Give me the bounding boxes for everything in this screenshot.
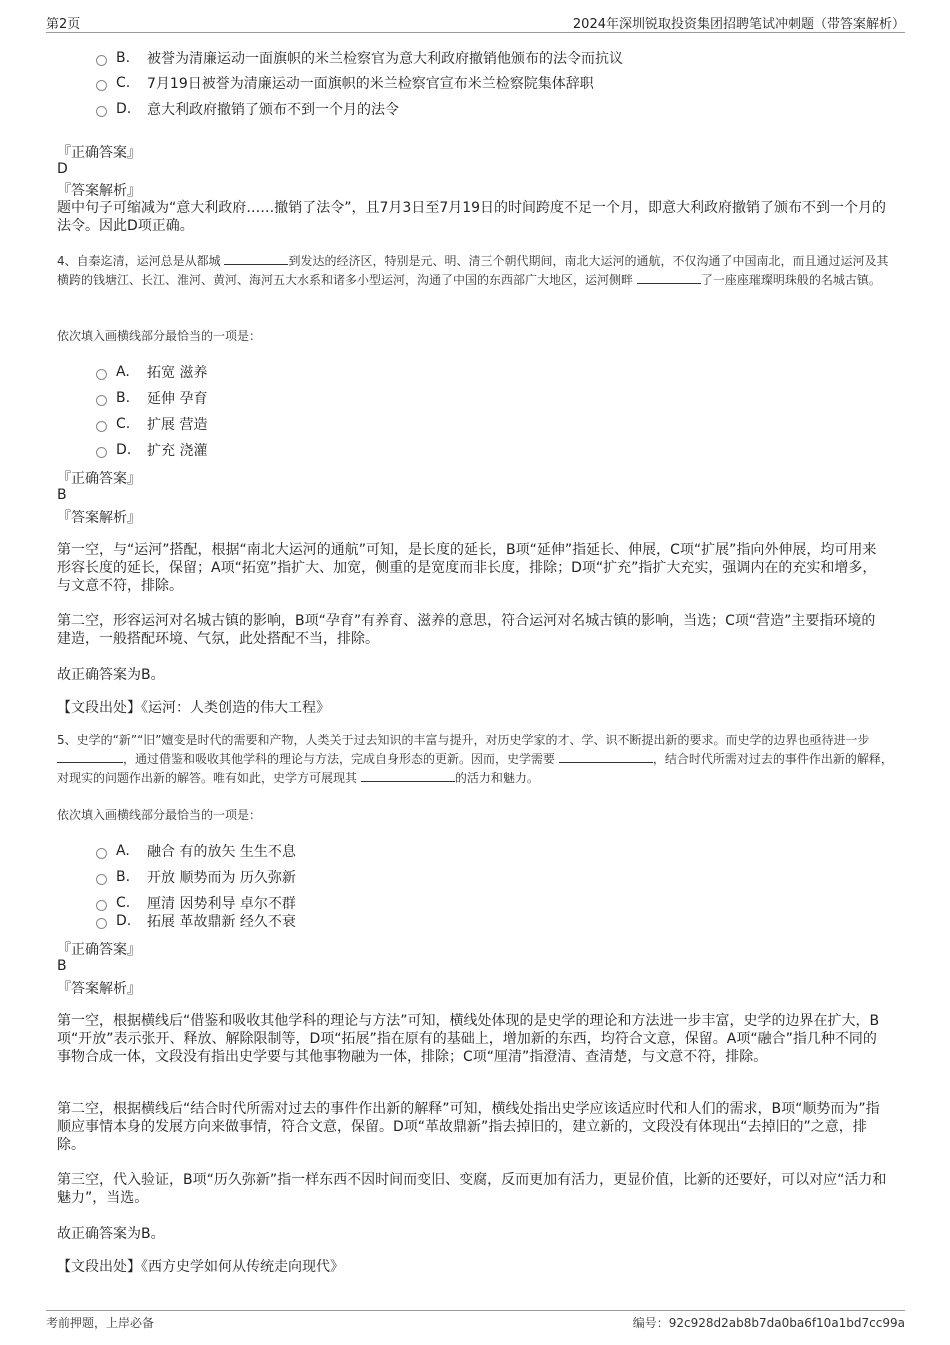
q5-conclusion: 故正确答案为B。 bbox=[57, 1226, 165, 1242]
q5-analysis-label: 『答案解析』 bbox=[57, 981, 141, 997]
q4-option-d[interactable]: D. 扩充 浇灌 bbox=[96, 440, 207, 460]
blank-1 bbox=[224, 252, 288, 265]
radio-icon[interactable] bbox=[96, 447, 107, 458]
q5-stem: 5、史学的“新”“旧”嬗变是时代的需要和产物，人类关于过去知识的丰富与提升，对历史学家的才、学、识不断提出新的要求。而史学的边界也亟待进一步 ，通过借鉴和吸收其他学科的理论与方法，完成自身形态的更新。因而，史学需要 ，结合时代所需对过去的事件作出新的解释，对现实的问题作出新的解答。唯有如此，史学方可展现其 的活力和魅力。 bbox=[57, 733, 893, 785]
page-number: 第2页 bbox=[46, 17, 81, 32]
q5-option-c[interactable]: C. 厘清 因势利导 卓尔不群 bbox=[96, 893, 296, 913]
q5-analysis-3: 第三空，代入验证，B项“历久弥新”指一样东西不因时间而变旧、变腐，反而更加有活力，更显价值，比新的还要好，可以对应“活力和魅力”，当选。 bbox=[57, 1172, 887, 1206]
q4-analysis-1: 第一空，与“运河”搭配，根据“南北大运河的通航”可知，是长度的延长，B项“延伸”指延长、伸展，C项“扩展”指向外伸展，均可用来形容长度的延长，保留；A项“拓宽”指扩大、加宽，侧重的是宽度而非长度，排除；D项“扩充”指扩大充实，强调内在的充实和增多，与文意不符，排除。 bbox=[57, 542, 877, 594]
radio-icon[interactable] bbox=[96, 55, 107, 66]
q3-analysis-label: 『答案解析』 bbox=[57, 183, 141, 199]
q3-answer: D bbox=[57, 161, 68, 177]
q5-prompt: 依次填入画横线部分最恰当的一项是： bbox=[57, 808, 262, 822]
footer-slogan: 考前押题，上岸必备 bbox=[46, 1316, 155, 1330]
q4-prompt: 依次填入画横线部分最恰当的一项是： bbox=[57, 329, 262, 343]
radio-icon[interactable] bbox=[96, 80, 107, 91]
q4-answer: B bbox=[57, 487, 67, 503]
radio-icon[interactable] bbox=[96, 918, 107, 929]
q5-source: 【文段出处】《西方史学如何从传统走向现代》 bbox=[57, 1259, 344, 1275]
radio-icon[interactable] bbox=[96, 106, 107, 117]
q3-analysis: 题中句子可缩减为“意大利政府……撤销了法令”，且7月3日至7月19日的时间跨度不足一个月，即意大利政府撤销了颁布不到一个月的法令。因此D项正确。 bbox=[57, 200, 887, 234]
q4-source: 【文段出处】《运河：人类创造的伟大工程》 bbox=[57, 700, 330, 716]
document-title: 2024年深圳锐取投资集团招聘笔试冲刺题（带答案解析） bbox=[572, 17, 905, 32]
q3-option-b[interactable]: B. 被誉为清廉运动一面旗帜的米兰检察官为意大利政府撤销他颁布的法令而抗议 bbox=[96, 48, 623, 68]
q5-answer-label: 『正确答案』 bbox=[57, 942, 141, 958]
radio-icon[interactable] bbox=[96, 874, 107, 885]
q3-answer-label: 『正确答案』 bbox=[57, 145, 141, 161]
q5-option-d[interactable]: D. 拓展 革故鼎新 经久不衰 bbox=[96, 911, 296, 931]
q4-answer-label: 『正确答案』 bbox=[57, 471, 141, 487]
blank-2 bbox=[637, 271, 701, 284]
document-code: 编号：92c928d2ab8b7da0ba6f10a1bd7cc99a bbox=[632, 1316, 905, 1330]
q4-stem: 4、自秦迄清，运河总是从都城 到发达的经济区，特别是元、明、清三个朝代期间，南北大运河的通航，不仅沟通了中国南北，而且通过运河及其横跨的钱塘江、长江、淮河、黄河、海河五大水系和诸多小型运河，沟通了中国的东西部广大地区，运河侧畔 了一座座璀璨明珠般的名城古镇。 bbox=[57, 254, 889, 287]
q4-option-a[interactable]: A. 拓宽 滋养 bbox=[96, 362, 207, 382]
q3-option-c[interactable]: C. 7月19日被誉为清廉运动一面旗帜的米兰检察官宣布米兰检察院集体辞职 bbox=[96, 73, 594, 93]
blank-1 bbox=[57, 750, 123, 763]
radio-icon[interactable] bbox=[96, 369, 107, 380]
q4-option-c[interactable]: C. 扩展 营造 bbox=[96, 414, 207, 434]
blank-2 bbox=[559, 750, 653, 763]
q4-option-b[interactable]: B. 延伸 孕育 bbox=[96, 388, 207, 408]
q5-analysis-2: 第二空，根据横线后“结合时代所需对过去的事件作出新的解释”可知，横线处指出史学应该适应时代和人们的需求，B项“顺势而为”指顺应事情本身的发展方向来做事情，符合文意，保留。D项“革故鼎新”指去掉旧的，建立新的，文段没有体现出“去掉旧的”之意，排除。 bbox=[57, 1101, 880, 1153]
radio-icon[interactable] bbox=[96, 848, 107, 859]
header-divider bbox=[46, 32, 905, 33]
q4-analysis-2: 第二空，形容运河对名城古镇的影响，B项“孕育”有养育、滋养的意思，符合运河对名城古镇的影响，当选；C项“营造”主要指环境的建造，一般搭配环境、气氛，此处搭配不当，排除。 bbox=[57, 613, 876, 647]
radio-icon[interactable] bbox=[96, 421, 107, 432]
q5-answer: B bbox=[57, 958, 67, 974]
footer-divider bbox=[46, 1310, 905, 1311]
q4-analysis-label: 『答案解析』 bbox=[57, 510, 141, 526]
q5-option-b[interactable]: B. 开放 顺势而为 历久弥新 bbox=[96, 867, 296, 887]
blank-3 bbox=[361, 769, 455, 782]
q3-option-d[interactable]: D. 意大利政府撤销了颁布不到一个月的法令 bbox=[96, 99, 399, 119]
radio-icon[interactable] bbox=[96, 900, 107, 911]
q4-conclusion: 故正确答案为B。 bbox=[57, 667, 165, 683]
q5-analysis-1: 第一空，根据横线后“借鉴和吸收其他学科的理论与方法”可知，横线处体现的是史学的理论和方法进一步丰富，史学的边界在扩大，B项“开放”表示张开、释放、解除限制等，D项“拓展”指在原有的基础上，增加新的东西，均符合文意，保留。A项“融合”指几种不同的事物合成一体，文段没有指出史学要与其他事物融为一体，排除；C项“厘清”指澄清、查清楚，与文意不符，排除。 bbox=[57, 1013, 880, 1065]
q5-option-a[interactable]: A. 融合 有的放矢 生生不息 bbox=[96, 841, 296, 861]
radio-icon[interactable] bbox=[96, 395, 107, 406]
